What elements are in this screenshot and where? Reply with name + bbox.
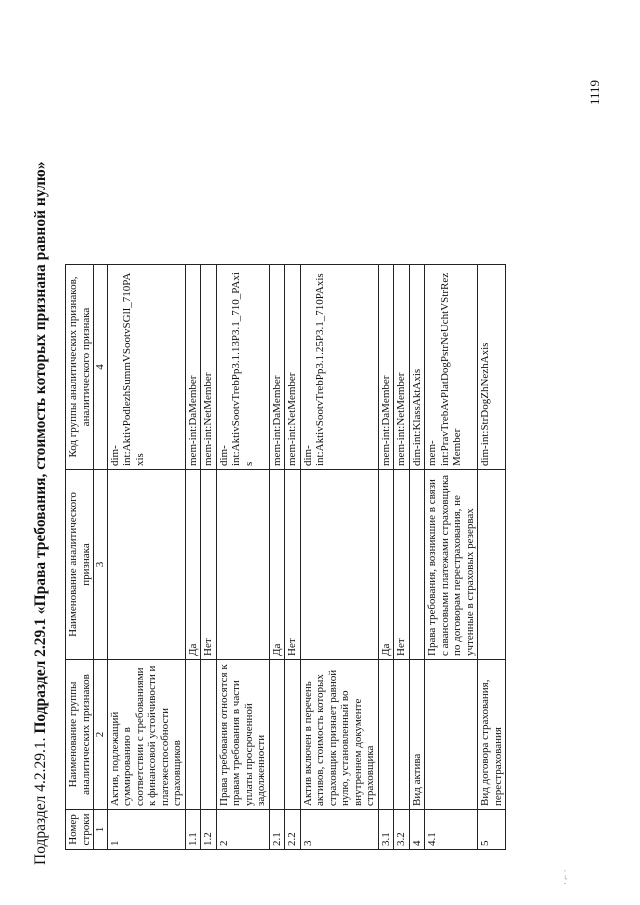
table-row [201, 265, 217, 850]
feature-name-cell: Нет [394, 470, 410, 660]
heading-bold-text: Подраздел 2.29.1 «Права требования, стоимость которых признана равной нулю» [32, 161, 49, 734]
page-number: 1119 [587, 79, 602, 105]
feature-name-cell [107, 470, 185, 660]
group-name-cell [185, 660, 201, 810]
analytic-features-table [65, 264, 506, 850]
code-cell: mem-int:DaMember [185, 265, 201, 470]
group-name-cell [269, 660, 285, 810]
row-number: 2 [216, 810, 269, 850]
row-number: 2.1 [269, 810, 285, 850]
column-number: 2 [94, 660, 108, 810]
row-number: 2.2 [285, 810, 301, 850]
code-cell: mem-int:DaMember [269, 265, 285, 470]
group-name-cell [201, 660, 217, 810]
heading-prefix: Подраздел 4.2.29.1. [32, 733, 49, 865]
feature-name-cell [409, 470, 425, 660]
code-cell: mem-int:DaMember [378, 265, 394, 470]
code-cell: dim-int:StrDogZhNezhAxis [478, 265, 506, 470]
margin-marks: · ⌐ · [560, 869, 570, 885]
code-cell: mem-int:NetMember [201, 265, 217, 470]
table-row [378, 265, 394, 850]
code-cell: dim-int:KlassAktAxis [409, 265, 425, 470]
table-row [269, 265, 285, 850]
table-row [394, 265, 410, 850]
table-row [300, 265, 378, 850]
group-name-cell: Права требования относятся к правам требования в части уплаты просроченной задолженности [216, 660, 269, 810]
feature-name-cell [216, 470, 269, 660]
row-number: 4.1 [425, 810, 478, 850]
table-row [409, 265, 425, 850]
row-number: 3 [300, 810, 378, 850]
column-number: 4 [94, 265, 108, 470]
row-number: 4 [409, 810, 425, 850]
group-name-cell [394, 660, 410, 810]
table-row [285, 265, 301, 850]
group-name-cell [425, 660, 478, 810]
row-number: 1.1 [185, 810, 201, 850]
feature-name-cell: Да [269, 470, 285, 660]
code-cell: mem-int:NetMember [394, 265, 410, 470]
code-cell: mem-int:NetMember [285, 265, 301, 470]
header-row-number: Номер строки [66, 810, 94, 850]
table-row [216, 265, 269, 850]
group-name-cell: Актив включен в перечень активов, стоимость которых страховщик признает равной нулю, установленный во внутреннем документе страховщика [300, 660, 378, 810]
code-cell: dim-int:AktivSootvTrebPp3.1.13P3.1_710_PAxis [216, 265, 269, 470]
feature-name-cell: Да [378, 470, 394, 660]
feature-name-cell: Нет [201, 470, 217, 660]
column-number: 1 [94, 810, 108, 850]
feature-name-cell [478, 470, 506, 660]
feature-name-cell: Нет [285, 470, 301, 660]
table-row [185, 265, 201, 850]
feature-name-cell [300, 470, 378, 660]
header-group-name: Наименование группы аналитических признаков [66, 660, 94, 810]
code-cell: dim-int:AktivPodlezhSummVSootvSGlI_710PAxis [107, 265, 185, 470]
row-number: 3.2 [394, 810, 410, 850]
code-cell: mem-int:PravTrebAvPlatDogPstrNeUchtVStrRezMember [425, 265, 478, 470]
row-number: 1 [107, 810, 185, 850]
row-number: 5 [478, 810, 506, 850]
page-title [32, 55, 50, 865]
feature-name-cell: Да [185, 470, 201, 660]
column-number: 3 [94, 470, 108, 660]
table-row [478, 265, 506, 850]
header-code: Код группы аналитических признаков, аналитического признака [66, 265, 94, 470]
header-feature-name: Наименование аналитического признака [66, 470, 94, 660]
table-row [425, 265, 478, 850]
table-header-row [66, 265, 94, 850]
group-name-cell: Вид актива [409, 660, 425, 810]
row-number: 1.2 [201, 810, 217, 850]
group-name-cell: Вид договора страхования, перестрахования [478, 660, 506, 810]
column-number-row [94, 265, 108, 850]
row-number: 3.1 [378, 810, 394, 850]
feature-name-cell: Права требования, возникшие в связи с авансовыми платежами страховщика по договорам перестрахования, не учтенные в страховых резервах [425, 470, 478, 660]
group-name-cell: Актив, подлежащий суммированию в соответствии с требованиями к финансовой устойчивости и платежеспособности страховщиков [107, 660, 185, 810]
rotated-page [20, 55, 620, 885]
code-cell: dim-int:AktivSootvTrebPp3.1.25P3.1_710PAxis [300, 265, 378, 470]
table-row [107, 265, 185, 850]
group-name-cell [378, 660, 394, 810]
group-name-cell [285, 660, 301, 810]
